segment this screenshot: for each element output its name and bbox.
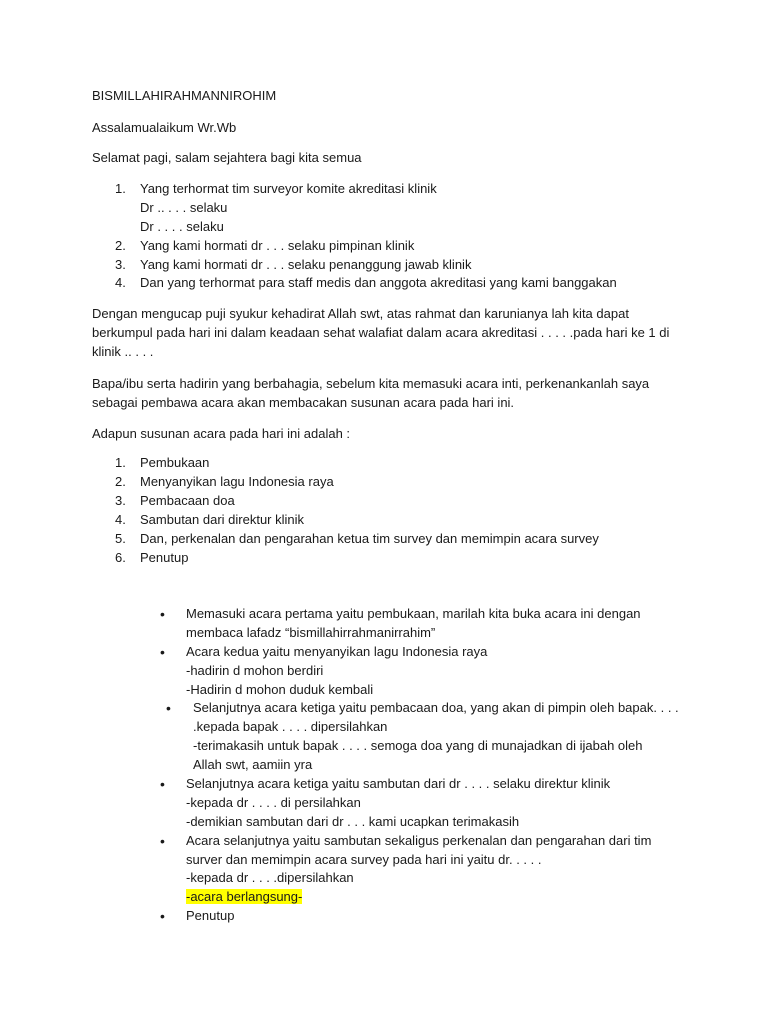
paragraph-line: sebagai pembawa acara akan membacakan susunan acara pada hari ini. bbox=[92, 395, 515, 410]
list-number: 1. bbox=[115, 455, 126, 470]
list-item: Dan, perkenalan dan pengarahan ketua tim survey dan memimpin acara survey bbox=[140, 531, 599, 546]
highlighted-status: -acara berlangsung- bbox=[186, 889, 303, 904]
bullet-line: membaca lafadz “bismillahirrahmanirrahim” bbox=[186, 625, 436, 640]
opening-heading: BISMILLAHIRAHMANNIROHIM bbox=[92, 88, 277, 103]
bullet-line: Acara kedua yaitu menyanyikan lagu Indonesia raya bbox=[186, 644, 488, 659]
bullet-line: surver dan memimpin acara survey pada hari ini yaitu dr. . . . . bbox=[186, 852, 542, 867]
list-item: Pembukaan bbox=[140, 455, 210, 470]
list-item: Penutup bbox=[140, 550, 189, 565]
bullet-line: Memasuki acara pertama yaitu pembukaan, marilah kita buka acara ini dengan bbox=[186, 606, 641, 621]
bullet-icon: • bbox=[160, 606, 165, 622]
bullet-line: -kepada dr . . . . di persilahkan bbox=[186, 795, 361, 810]
list-item: Dan yang terhormat para staff medis dan anggota akreditasi yang kami banggakan bbox=[140, 275, 617, 290]
list-item: Pembacaan doa bbox=[140, 493, 235, 508]
list-number: 2. bbox=[115, 238, 126, 253]
bullet-line: Acara selanjutnya yaitu sambutan sekaligus perkenalan dan pengarahan dari tim bbox=[186, 833, 652, 848]
paragraph-line: berkumpul pada hari ini dalam keadaan sehat walafiat dalam acara akreditasi . . . . .pada hari ke 1 di bbox=[92, 325, 670, 340]
list-item-line: Dr . . . . selaku bbox=[140, 219, 224, 234]
list-item: Yang terhormat tim surveyor komite akreditasi klinik bbox=[140, 181, 437, 196]
bullet-line: .kepada bapak . . . . dipersilahkan bbox=[193, 719, 388, 734]
list-number: 2. bbox=[115, 474, 126, 489]
bullet-line: Allah swt, aamiin yra bbox=[193, 757, 313, 772]
bullet-line: Selanjutnya acara ketiga yaitu pembacaan doa, yang akan di pimpin oleh bapak. . . . bbox=[193, 700, 679, 715]
agenda-intro: Adapun susunan acara pada hari ini adalah : bbox=[92, 426, 351, 441]
list-number: 4. bbox=[115, 512, 126, 527]
bullet-icon: • bbox=[166, 700, 171, 716]
list-number: 6. bbox=[115, 550, 126, 565]
bullet-icon: • bbox=[160, 908, 165, 924]
bullet-line: -Hadirin d mohon duduk kembali bbox=[186, 682, 374, 697]
bullet-icon: • bbox=[160, 644, 165, 660]
bullet-line: -demikian sambutan dari dr . . . kami ucapkan terimakasih bbox=[186, 814, 520, 829]
bullet-line: Selanjutnya acara ketiga yaitu sambutan dari dr . . . . selaku direktur klinik bbox=[186, 776, 611, 791]
list-number: 3. bbox=[115, 493, 126, 508]
list-number: 3. bbox=[115, 257, 126, 272]
greeting: Assalamualaikum Wr.Wb bbox=[92, 120, 237, 135]
list-item: Yang kami hormati dr . . . selaku penanggung jawab klinik bbox=[140, 257, 472, 272]
morning-greeting: Selamat pagi, salam sejahtera bagi kita semua bbox=[92, 150, 362, 165]
paragraph-line: Dengan mengucap puji syukur kehadirat Allah swt, atas rahmat dan karunianya lah kita dapat bbox=[92, 306, 629, 321]
paragraph-line: klinik .. . . . bbox=[92, 344, 154, 359]
list-number: 5. bbox=[115, 531, 126, 546]
list-item-line: Dr .. . . . selaku bbox=[140, 200, 228, 215]
list-item: Yang kami hormati dr . . . selaku pimpinan klinik bbox=[140, 238, 415, 253]
list-item: Menyanyikan lagu Indonesia raya bbox=[140, 474, 334, 489]
bullet-icon: • bbox=[160, 833, 165, 849]
bullet-line: Penutup bbox=[186, 908, 235, 923]
list-number: 1. bbox=[115, 181, 126, 196]
bullet-line: -kepada dr . . . .dipersilahkan bbox=[186, 870, 354, 885]
paragraph-line: Bapa/ibu serta hadirin yang berbahagia, sebelum kita memasuki acara inti, perkenankanlah saya bbox=[92, 376, 650, 391]
list-item: Sambutan dari direktur klinik bbox=[140, 512, 305, 527]
bullet-line: -terimakasih untuk bapak . . . . semoga doa yang di munajadkan di ijabah oleh bbox=[193, 738, 643, 753]
bullet-icon: • bbox=[160, 776, 165, 792]
list-number: 4. bbox=[115, 275, 126, 290]
highlighted-line-wrap bbox=[186, 888, 302, 906]
bullet-line: -hadirin d mohon berdiri bbox=[186, 663, 324, 678]
